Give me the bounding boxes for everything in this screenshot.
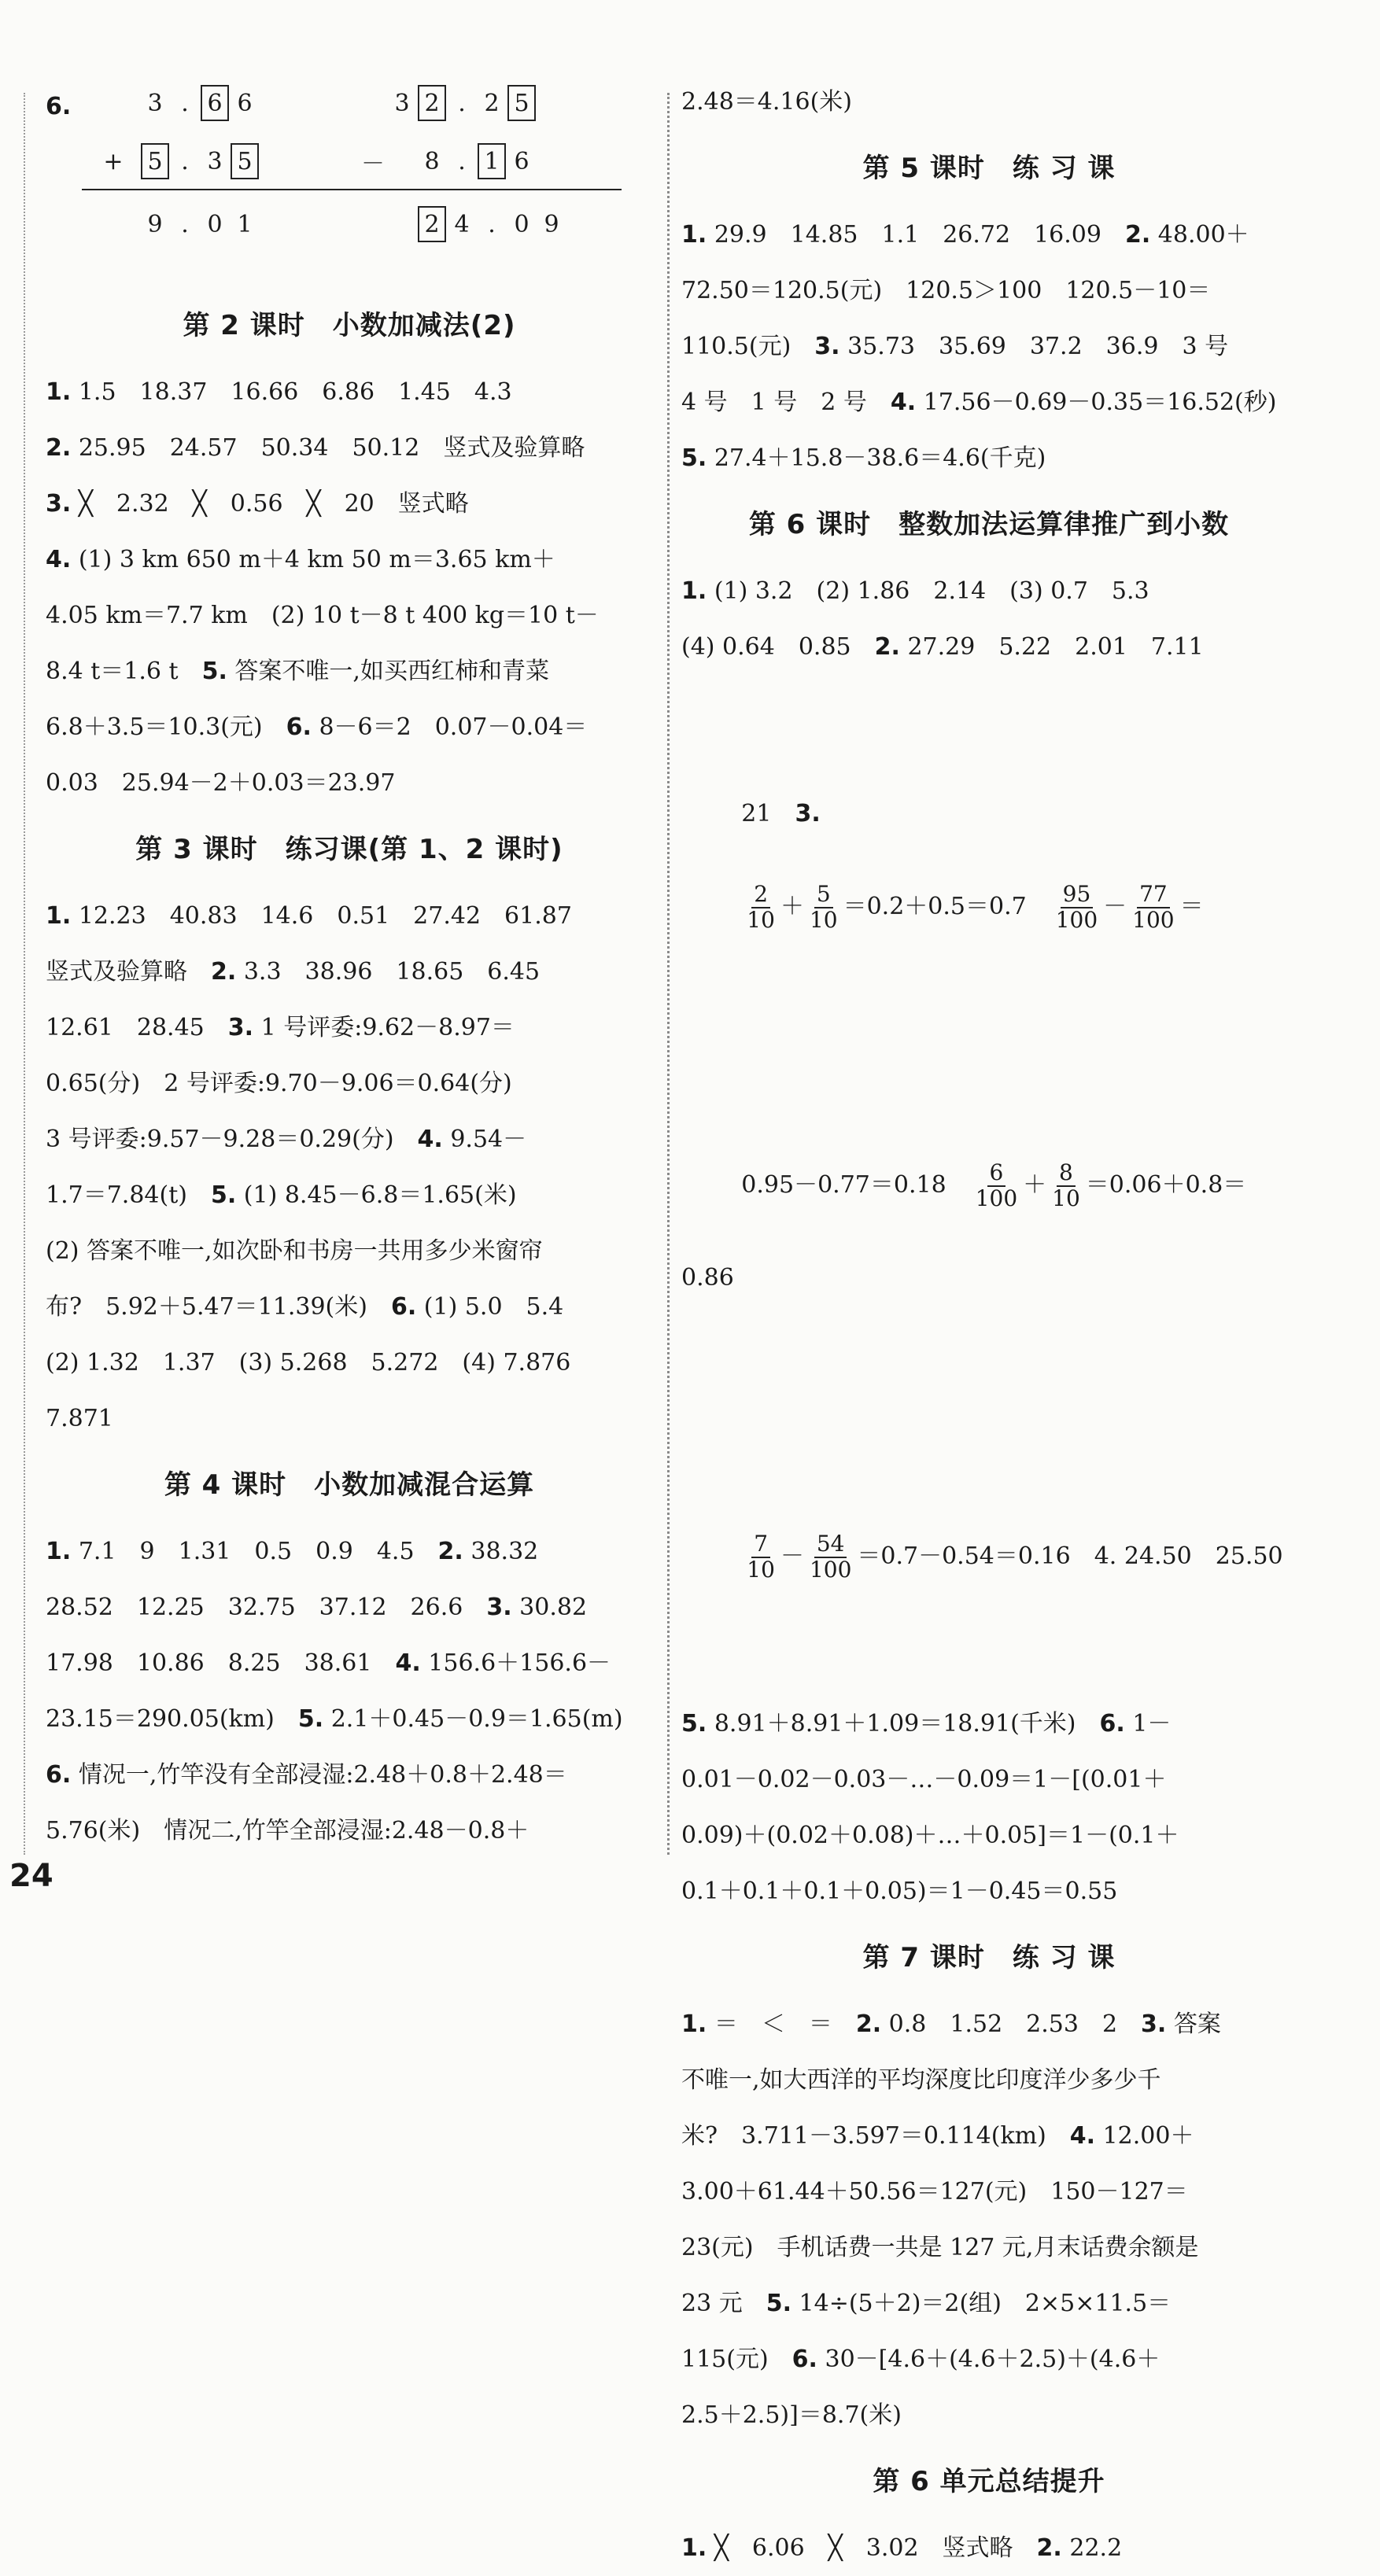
answer-line: 72.50＝120.5(元) 120.5＞100 120.5－10＝ bbox=[681, 277, 1211, 304]
fraction: $\frac{77}{100}$ bbox=[1132, 881, 1175, 933]
answer-line: 0.03 25.94－2＋0.03＝23.97 bbox=[46, 769, 396, 797]
left-margin-rule bbox=[24, 93, 25, 1855]
answer-block bbox=[681, 2520, 1297, 2576]
vertical-calculation bbox=[46, 79, 653, 287]
subtrahend-row: － 8 . 1 6 bbox=[329, 142, 537, 181]
blank-box: 5 bbox=[507, 85, 536, 121]
fraction: $\frac{54}{100}$ bbox=[809, 1531, 852, 1583]
answer-line: 1. ╳ 6.06 ╳ 3.02 竖式略 2. 22.2 bbox=[681, 2534, 1123, 2562]
fraction: $\frac{7}{10}$ bbox=[747, 1531, 775, 1583]
section-heading: 第 3 课时 练习课(第 1、2 课时) bbox=[135, 834, 563, 865]
column-divider bbox=[667, 93, 670, 1855]
answer-line: 28.52 12.25 32.75 37.12 26.6 3. 30.82 bbox=[46, 1594, 588, 1621]
answer-line: 1. ＝ ＜ ＝ 2. 0.8 1.52 2.53 2 3. 答案 bbox=[681, 2010, 1221, 2038]
answer-line: 2.48＝4.16(米) bbox=[681, 88, 853, 116]
answer-line: 0.65(分) 2 号评委:9.70－9.06＝0.64(分) bbox=[46, 1070, 512, 1097]
blank-box: 5 bbox=[231, 143, 259, 179]
answer-line: 布? 5.92＋5.47＝11.39(米) 6. (1) 5.0 5.4 bbox=[46, 1293, 564, 1321]
blank-box: 5 bbox=[141, 143, 169, 179]
sum-row: 9 . 0 1 bbox=[147, 210, 253, 238]
left-column bbox=[46, 87, 653, 1859]
answer-line: 1. 7.1 9 1.31 0.5 0.9 4.5 2. 38.32 bbox=[46, 1538, 539, 1565]
answer-line: (2) 1.32 1.37 (3) 5.268 5.272 (4) 7.876 bbox=[46, 1349, 571, 1376]
fraction: $\frac{8}{10}$ bbox=[1052, 1159, 1080, 1211]
answer-line: 4.05 km＝7.7 km (2) 10 t－8 t 400 kg＝10 t－ bbox=[46, 602, 599, 629]
addend-row-1: 3 . 6 6 bbox=[140, 83, 260, 123]
fraction: $\frac{95}{100}$ bbox=[1055, 881, 1098, 933]
answer-line: 0.09)＋(0.02＋0.08)＋…＋0.05]＝1－(0.1＋ bbox=[681, 1822, 1179, 1849]
answer-block bbox=[681, 563, 1297, 1919]
answer-block bbox=[46, 364, 653, 811]
difference-line bbox=[323, 189, 622, 190]
answer-line: 0.01－0.02－0.03－…－0.09＝1－[(0.01＋ bbox=[681, 1766, 1167, 1793]
answer-line: 23(元) 手机话费一共是 127 元,月末话费余额是 bbox=[681, 2234, 1199, 2261]
answer-line: 竖式及验算略 2. 3.3 38.96 18.65 6.45 bbox=[46, 958, 541, 986]
answer-block bbox=[46, 1524, 653, 1859]
answer-line: 3.00＋61.44＋50.56＝127(元) 150－127＝ bbox=[681, 2178, 1188, 2206]
minuend-row: 3 2 . 2 5 bbox=[387, 83, 537, 123]
minus-sign: － bbox=[361, 150, 385, 178]
answer-line: 5.76(米) 情况二,竹竿全部浸湿:2.48－0.8＋ bbox=[46, 1817, 529, 1844]
blank-box: 1 bbox=[478, 143, 506, 179]
answer-line: 115(元) 6. 30－[4.6＋(4.6＋2.5)＋(4.6＋ bbox=[681, 2346, 1160, 2373]
answer-line: 5. 27.4＋15.8－38.6＝4.6(千克) bbox=[681, 444, 1046, 472]
addend-row-2: + 5 . 3 5 bbox=[87, 142, 260, 181]
answer-line: 6. 情况一,竹竿没有全部浸湿:2.48＋0.8＋2.48＝ bbox=[46, 1761, 567, 1789]
answer-line: (4) 0.64 0.85 2. 27.29 5.22 2.01 7.11 bbox=[681, 633, 1204, 661]
answer-line: 1. (1) 3.2 (2) 1.86 2.14 (3) 0.7 5.3 bbox=[681, 577, 1149, 605]
plus-sign: + bbox=[103, 147, 124, 175]
answer-line: 6.8＋3.5＝10.3(元) 6. 8－6＝2 0.07－0.04＝ bbox=[46, 713, 588, 741]
answer-line: 米? 3.711－3.597＝0.114(km) 4. 12.00＋ bbox=[681, 2122, 1194, 2150]
question-number: 6. bbox=[46, 93, 72, 120]
answer-line: 23.15＝290.05(km) 5. 2.1＋0.45－0.9＝1.65(m) bbox=[46, 1705, 623, 1733]
section-heading: 第 7 课时 练 习 课 bbox=[862, 1942, 1116, 1973]
answer-line: (2) 答案不唯一,如次卧和书房一共用多少米窗帘 bbox=[46, 1237, 543, 1265]
right-column bbox=[681, 82, 1297, 2576]
fraction-line: 21 3. $\frac{2}{10}$ ＋ $\frac{5}{10}$ ＝0.2＋0.5＝0.7 $\frac{95}{100}$ － $\frac{77}{100}$ ＝ bbox=[741, 800, 1204, 933]
answer-line: 12.61 28.45 3. 1 号评委:9.62－8.97＝ bbox=[46, 1014, 515, 1041]
sum-line bbox=[82, 189, 341, 190]
fraction: $\frac{2}{10}$ bbox=[747, 881, 775, 933]
section-heading: 第 6 课时 整数加法运算律推广到小数 bbox=[748, 509, 1230, 540]
fraction: $\frac{5}{10}$ bbox=[809, 881, 838, 933]
answer-line: 1.7＝7.84(t) 5. (1) 8.45－6.8＝1.65(米) bbox=[46, 1181, 517, 1209]
fraction-line: 0.95－0.77＝0.18 $\frac{6}{100}$ ＋ $\frac{8}{10}$ ＝0.06＋0.8＝0.86 bbox=[681, 1159, 1247, 1292]
answer-line: 1. 1.5 18.37 16.66 6.86 1.45 4.3 bbox=[46, 378, 512, 406]
answer-line: 4 号 1 号 2 号 4. 17.56－0.69－0.35＝16.52(秒) bbox=[681, 389, 1277, 416]
answer-line: 7.871 bbox=[46, 1405, 113, 1432]
answer-line: 8.4 t＝1.6 t 5. 答案不唯一,如买西红柿和青菜 bbox=[46, 658, 549, 685]
section-heading: 第 6 单元总结提升 bbox=[873, 2466, 1105, 2497]
answer-line: 2.5＋2.5)]＝8.7(米) bbox=[681, 2401, 902, 2429]
answer-block bbox=[681, 207, 1297, 486]
answer-block bbox=[46, 888, 653, 1446]
answer-line: 3. ╳ 2.32 ╳ 0.56 ╳ 20 竖式略 bbox=[46, 490, 469, 518]
section-heading: 第 5 课时 练 习 课 bbox=[862, 153, 1116, 184]
answer-line: 2. 25.95 24.57 50.34 50.12 竖式及验算略 bbox=[46, 434, 585, 462]
answer-line: 110.5(元) 3. 35.73 35.69 37.2 36.9 3 号 bbox=[681, 333, 1229, 360]
fraction: $\frac{6}{100}$ bbox=[975, 1159, 1018, 1211]
blank-box: 2 bbox=[418, 85, 446, 121]
section-heading: 第 2 课时 小数加减法(2) bbox=[183, 310, 516, 341]
page-number: 24 bbox=[9, 1858, 54, 1894]
answer-line: 3 号评委:9.57－9.28＝0.29(分) 4. 9.54－ bbox=[46, 1126, 527, 1153]
answer-line: 4. (1) 3 km 650 m＋4 km 50 m＝3.65 km＋ bbox=[46, 546, 555, 573]
fraction-line: $\frac{7}{10}$ － $\frac{54}{100}$ ＝0.7－0.54＝0.16 4. 24.50 25.50 bbox=[681, 1417, 1297, 1696]
answer-line: 1. 29.9 14.85 1.1 26.72 16.09 2. 48.00＋ bbox=[681, 221, 1249, 249]
section-heading: 第 4 课时 小数加减混合运算 bbox=[164, 1469, 535, 1501]
answer-line: 1. 12.23 40.83 14.6 0.51 27.42 61.87 bbox=[46, 902, 572, 930]
answer-line: 23 元 5. 14÷(5＋2)＝2(组) 2×5×11.5＝ bbox=[681, 2290, 1172, 2317]
answer-line: 17.98 10.86 8.25 38.61 4. 156.6＋156.6－ bbox=[46, 1649, 611, 1677]
blank-box: 2 bbox=[418, 206, 446, 242]
difference-row: 2 4 . 0 9 bbox=[417, 205, 566, 244]
blank-box: 6 bbox=[201, 85, 229, 121]
answer-line: 不唯一,如大西洋的平均深度比印度洋少多少千 bbox=[681, 2066, 1161, 2094]
answer-block bbox=[681, 1996, 1297, 2443]
answer-line: 0.1＋0.1＋0.1＋0.05)＝1－0.45＝0.55 bbox=[681, 1878, 1118, 1905]
answer-line: 5. 8.91＋8.91＋1.09＝18.91(千米) 6. 1－ bbox=[681, 1710, 1172, 1738]
